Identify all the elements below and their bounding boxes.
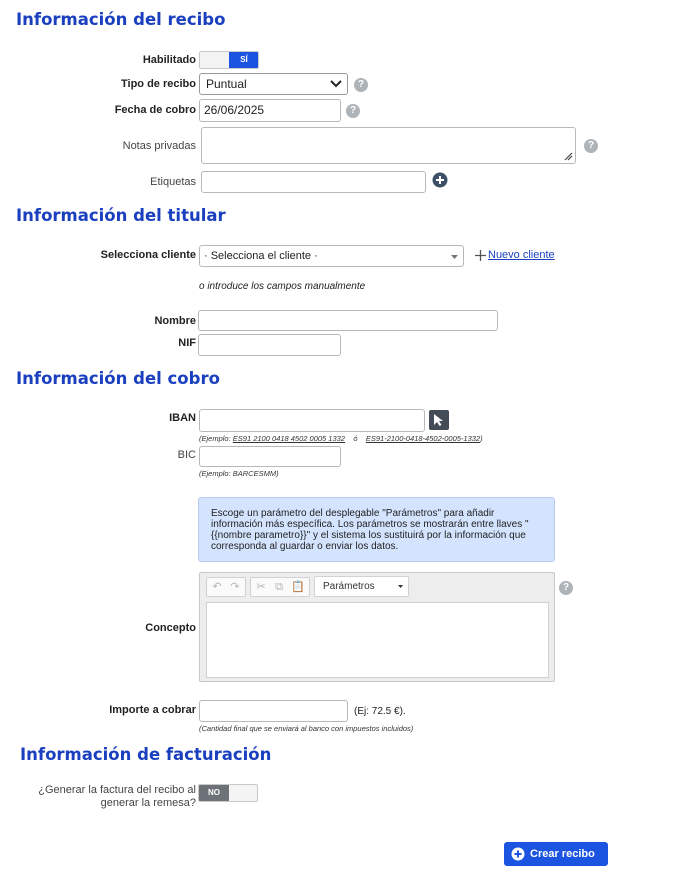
parametros-dropdown-label: Parámetros bbox=[323, 581, 375, 592]
cut-icon[interactable]: ✂ bbox=[256, 581, 266, 593]
etiquetas-input[interactable] bbox=[201, 171, 426, 193]
generar-factura-label-line1: ¿Generar la factura del recibo al bbox=[38, 784, 196, 796]
bic-hint: (Ejemplo: BARCESMM) bbox=[199, 469, 279, 478]
iban-hint bbox=[199, 434, 483, 443]
iban-example-2: ES91-2100-0418-4502-0005-1332 bbox=[365, 434, 481, 443]
tipo-recibo-label: Tipo de recibo bbox=[121, 78, 196, 90]
cliente-select[interactable] bbox=[199, 245, 464, 267]
fecha-cobro-input[interactable]: 26/06/2025 bbox=[199, 99, 341, 122]
section-title-recibo: Información del recibo bbox=[16, 10, 226, 29]
section-title-cobro: Información del cobro bbox=[16, 369, 220, 388]
selecciona-cliente-label: Selecciona cliente bbox=[100, 249, 196, 261]
nombre-input[interactable] bbox=[198, 310, 498, 331]
concepto-editor bbox=[199, 572, 555, 682]
resize-handle-icon[interactable] bbox=[564, 152, 573, 161]
importe-input[interactable] bbox=[199, 700, 348, 722]
paste-icon[interactable]: 📋 bbox=[291, 581, 305, 593]
crear-recibo-label: Crear recibo bbox=[530, 848, 595, 860]
caret-down-icon bbox=[451, 255, 458, 260]
generar-factura-label-line2: generar la remesa? bbox=[100, 797, 196, 809]
cliente-select-placeholder: · Selecciona el cliente · bbox=[204, 250, 318, 262]
bic-label: BIC bbox=[177, 449, 196, 461]
notas-privadas-label: Notas privadas bbox=[122, 140, 196, 152]
nif-label: NIF bbox=[178, 337, 196, 349]
iban-hint-prefix: (Ejemplo: bbox=[199, 434, 231, 443]
plus-circle-icon bbox=[511, 847, 525, 861]
iban-hint-suffix: ) bbox=[480, 434, 483, 443]
tipo-recibo-select[interactable] bbox=[199, 73, 348, 95]
chevron-down-icon bbox=[330, 80, 342, 88]
clipboard-group bbox=[250, 577, 310, 597]
iban-input[interactable] bbox=[199, 409, 425, 432]
redo-icon[interactable]: ↷ bbox=[230, 581, 240, 593]
copy-icon[interactable]: ⧉ bbox=[275, 581, 283, 593]
parametros-info-box: Escoge un parámetro del desplegable "Parámetros" para añadir información más específica. Los parámetros se mostrarán entre llaves "{{nombre parametro}}" y el sistema los sustituirá por la información que corresponda al guardar o enviar los datos. bbox=[198, 497, 555, 562]
section-title-titular: Información del titular bbox=[16, 206, 226, 225]
habilitado-toggle-state: SÍ bbox=[229, 52, 259, 68]
nif-input[interactable] bbox=[198, 334, 341, 356]
plus-icon[interactable] bbox=[475, 250, 486, 261]
crear-recibo-button[interactable] bbox=[504, 842, 608, 866]
help-icon[interactable]: ? bbox=[354, 78, 368, 92]
iban-label: IBAN bbox=[169, 412, 196, 424]
nombre-label: Nombre bbox=[154, 315, 196, 327]
fecha-cobro-label: Fecha de cobro bbox=[114, 104, 196, 116]
cursor-pointer-icon bbox=[433, 413, 445, 427]
add-tag-icon[interactable] bbox=[432, 172, 448, 188]
concepto-label: Concepto bbox=[145, 622, 196, 634]
notas-privadas-textarea[interactable] bbox=[201, 127, 576, 164]
bic-input[interactable] bbox=[199, 446, 341, 467]
tipo-recibo-value: Puntual bbox=[206, 77, 247, 91]
nuevo-cliente-link[interactable]: Nuevo cliente bbox=[488, 249, 555, 261]
help-icon[interactable]: ? bbox=[584, 139, 598, 153]
generar-factura-toggle[interactable] bbox=[198, 784, 258, 802]
etiquetas-label: Etiquetas bbox=[150, 176, 196, 188]
help-icon[interactable]: ? bbox=[346, 104, 360, 118]
parametros-dropdown[interactable] bbox=[314, 576, 409, 597]
caret-down-icon bbox=[398, 585, 403, 588]
importe-hint: (Cantidad final que se enviará al banco con impuestos incluidos) bbox=[199, 724, 414, 733]
habilitado-toggle[interactable] bbox=[199, 51, 259, 69]
iban-hint-or: ó bbox=[353, 434, 358, 443]
undo-redo-group bbox=[206, 577, 246, 597]
undo-icon[interactable]: ↶ bbox=[212, 581, 222, 593]
help-icon[interactable]: ? bbox=[559, 581, 573, 595]
concepto-editor-body[interactable] bbox=[206, 602, 549, 678]
section-title-facturacion: Información de facturación bbox=[20, 745, 272, 764]
manual-fields-note: o introduce los campos manualmente bbox=[199, 281, 366, 292]
iban-picker-button[interactable] bbox=[429, 410, 449, 430]
generar-factura-label bbox=[38, 784, 196, 810]
importe-label: Importe a cobrar bbox=[109, 704, 196, 716]
iban-example-1: ES91 2100 0418 4502 0005 1332 bbox=[232, 434, 345, 443]
generar-factura-toggle-state: NO bbox=[199, 785, 229, 801]
habilitado-label: Habilitado bbox=[142, 54, 196, 66]
importe-example: (Ej: 72.5 €). bbox=[354, 706, 406, 717]
